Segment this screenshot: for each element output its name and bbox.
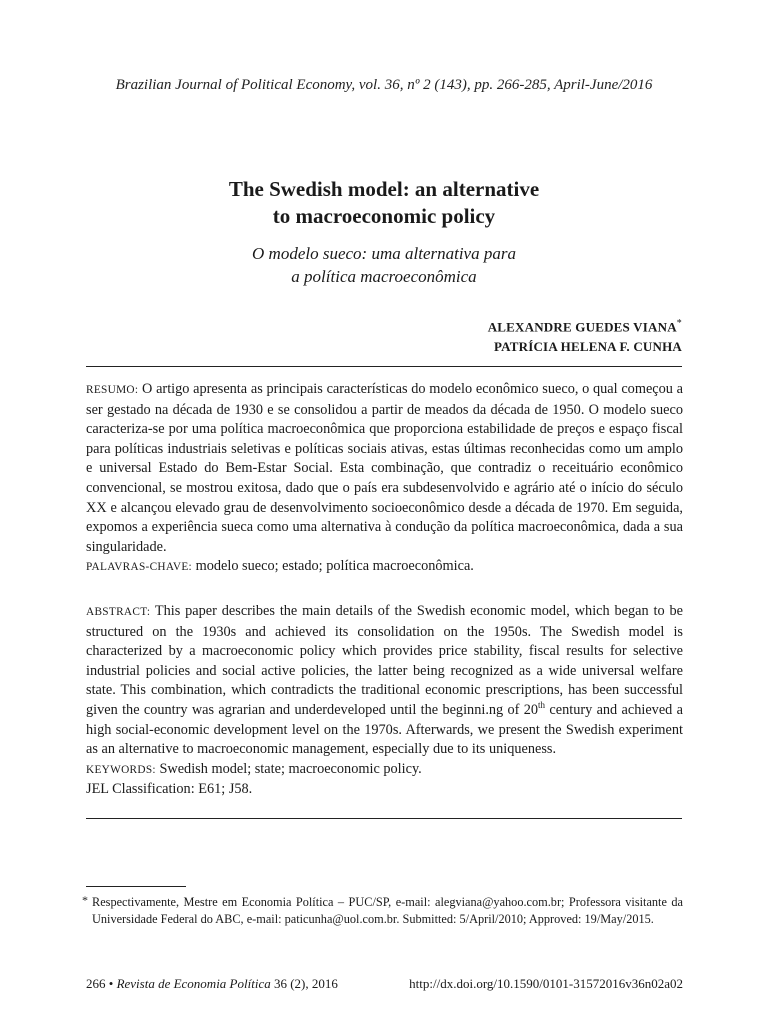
keywords-text: Swedish model; state; macroeconomic policy. — [159, 760, 422, 777]
top-divider — [86, 366, 682, 367]
title-line-2: to macroeconomic policy — [272, 204, 496, 228]
resumo-label: RESUMO: — [86, 384, 139, 396]
footnote-text: Respectivamente, Mestre em Economia Política – PUC/SP, e-mail: alegviana@yahoo.com.br; Professora visitante da Universidade Federal do ABC, e-mail: paticunha@uol.com.br. Submitted: 5/April/2010; Approved: 19/May/2015. — [92, 895, 683, 926]
jel-classification: JEL Classification: E61; J58. — [86, 781, 253, 798]
author-footnote-mark: * — [676, 318, 682, 329]
page-footer — [86, 976, 683, 992]
abstract-label: ABSTRACT: — [86, 606, 151, 618]
author-1 — [488, 314, 682, 337]
author-2: PATRÍCIA HELENA F. CUNHA — [493, 339, 682, 355]
title-block — [0, 176, 768, 288]
abstract-section — [86, 602, 683, 800]
subtitle-line-1: O modelo sueco: uma alternativa para — [252, 244, 516, 263]
footnote-mark: * — [82, 893, 88, 907]
page-number: 266 — [86, 976, 106, 991]
keywords-line — [86, 760, 683, 781]
article-title — [0, 176, 768, 230]
article-subtitle — [0, 242, 768, 288]
bottom-divider — [86, 818, 682, 819]
footnote — [82, 893, 683, 928]
author-1-name: ALEXANDRE GUEDES VIANA — [487, 319, 677, 335]
footer-journal-name: Revista de Economia Política — [116, 976, 271, 991]
footnote-divider — [86, 886, 186, 887]
footer-issue: 36 (2), 2016 — [273, 976, 338, 991]
resumo-text: O artigo apresenta as principais características do modelo econômico sueco, o qual começou a ser gestado na década de 1930 e se consolidou a partir de meados da década de 1950. O modelo sueco caracteriza-se por uma política macroeconômica que proporciona estabilidade de preços e espaço fiscal para políticas industriais seletivas e políticas sociais ativas, estas últimas reconhecidas como um amplo e universal Estado do Bem-Estar Social. Esta combinação, que contradiz o receituário econômico convencional, se mostrou exitosa, dado que o país era subdesenvolvido e agrário até o início do século XX e alcançou elevado grau de desenvolvimento socioeconômico desde a década de 1970. Em seguida, expomos a experiência sueca como uma alternativa à condução da política macroeconômica, dada a sua singularidade. — [86, 381, 683, 555]
abstract-text-part-1: This paper describes the main details of the Swedish economic model, which began to be structured on the 1930s and achieved its consolidation on the 1950s. The Swedish model is characterized by a macroeconomic policy which provides price stability, fiscal results for selective industrial policies and social active policies, the latter being recognized as a wide universal welfare state. This combination, which contradicts the traditional economic prescriptions, has been successful given the country was agrarian and underdeveloped until the beginni.ng of 20 — [86, 603, 683, 718]
palavras-chave-line — [86, 557, 683, 578]
journal-citation: Brazilian Journal of Political Economy, vol. 36, nº 2 (143), pp. 266-285, April-June/2016 — [115, 77, 653, 93]
footer-separator: • — [108, 976, 114, 991]
abstract-superscript: th — [538, 700, 546, 711]
footer-citation — [86, 976, 338, 992]
resumo-section — [86, 380, 683, 578]
resumo-paragraph — [86, 380, 683, 557]
title-line-1: The Swedish model: an alternative — [228, 177, 540, 201]
author-list — [488, 314, 682, 357]
palavras-chave-label: PALAVRAS-CHAVE: — [86, 561, 192, 574]
abstract-paragraph — [86, 602, 683, 760]
palavras-chave-text: modelo sueco; estado; política macroeconômica. — [195, 558, 474, 575]
keywords-label: KEYWORDS: — [86, 763, 156, 776]
abstract-text-part-2: century and achieved a high social-economic development level on the 1970s. Afterwards, we present the Swedish experiment as an alternative to macroeconomic management, especially due to its uniqueness. — [86, 701, 683, 758]
subtitle-line-2: a política macroeconômica — [291, 267, 477, 286]
doi-link[interactable]: http://dx.doi.org/10.1590/0101-31572016v36n02a02 — [409, 976, 683, 991]
